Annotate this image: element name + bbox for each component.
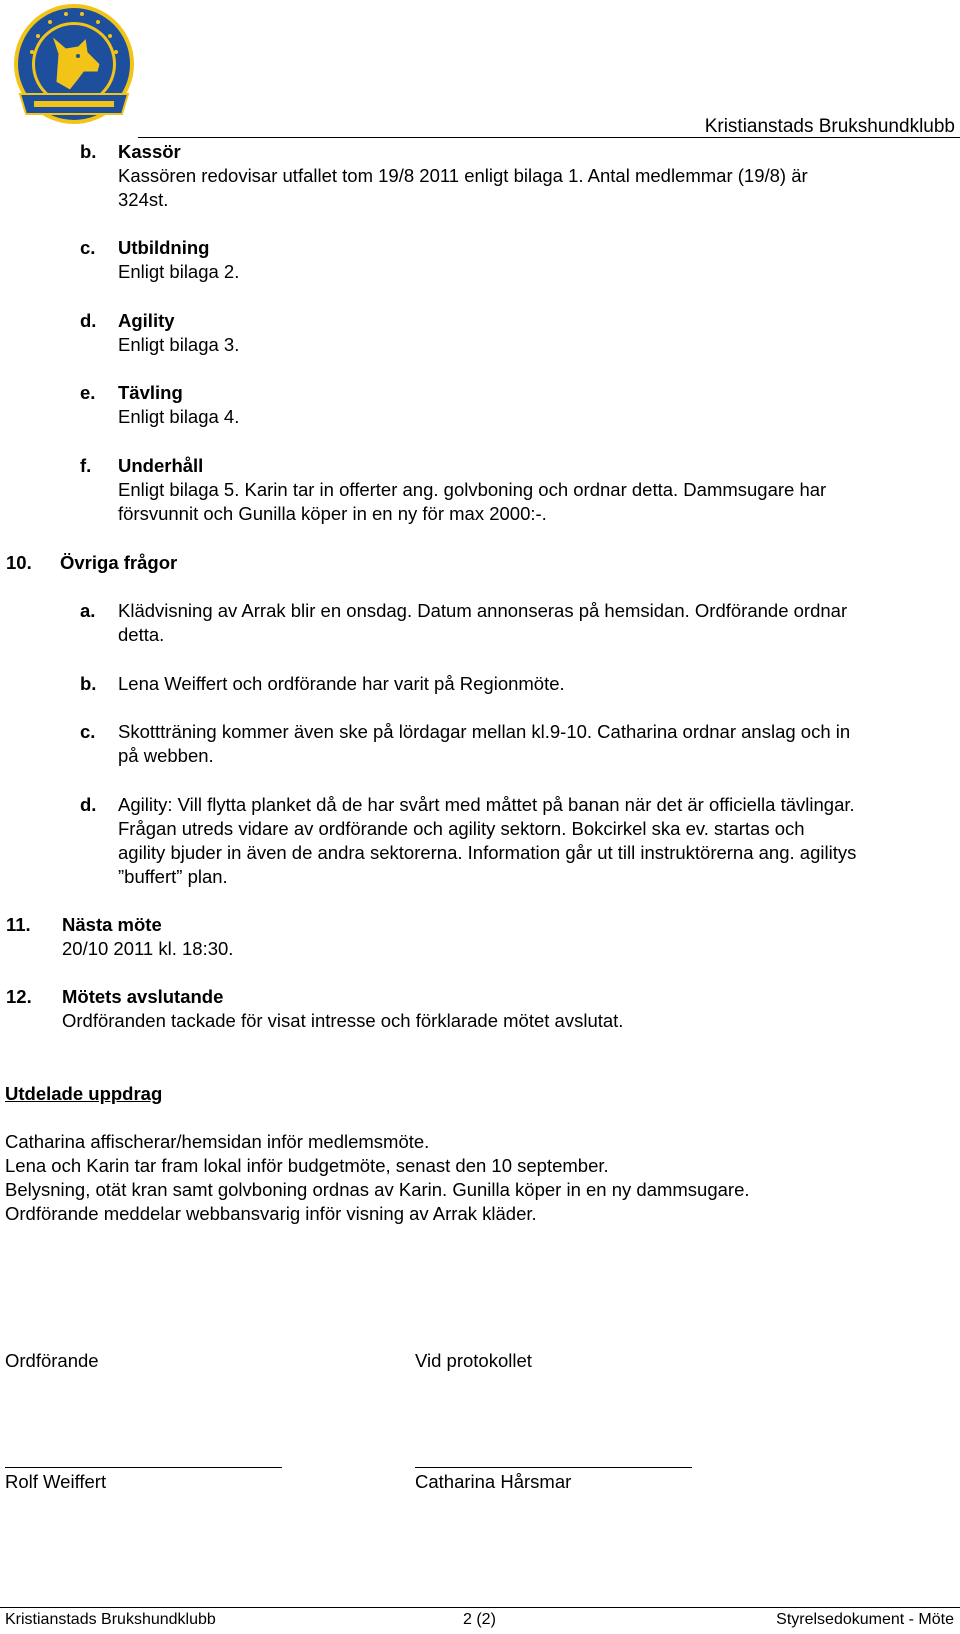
section-text: 20/10 2011 kl. 18:30. (62, 938, 234, 959)
item-line: Skottträning kommer även ske på lördagar mellan kl.9-10. Catharina ordnar anslag och in (118, 721, 851, 742)
footer-organization: Kristianstads Brukshundklubb (5, 1611, 216, 1628)
brukshund-dog-emblem-icon (12, 2, 136, 126)
section-number: 12. (6, 986, 32, 1007)
item-line: Enligt bilaga 2. (118, 261, 240, 282)
item-line: ”buffert” plan. (118, 866, 228, 887)
signature-line-right (415, 1467, 692, 1468)
item-letter: d. (80, 794, 97, 815)
footer-divider (0, 1607, 960, 1608)
header-divider (138, 137, 960, 138)
section-number: 10. (6, 552, 32, 573)
item-letter: d. (80, 310, 97, 331)
signature-name-left: Rolf Weiffert (5, 1471, 107, 1492)
item-line: Enligt bilaga 3. (118, 334, 240, 355)
section-title: Mötets avslutande (62, 986, 224, 1007)
item-line: Kassören redovisar utfallet tom 19/8 2011 enligt bilaga 1. Antal medlemmar (19/8) är (118, 165, 808, 186)
section-title: Nästa möte (62, 914, 162, 935)
header-organization-name: Kristianstads Brukshundklubb (704, 116, 955, 137)
footer-page-number: 2 (2) (463, 1611, 496, 1628)
item-title: Utbildning (118, 237, 210, 258)
assignment-line: Belysning, otät kran samt golvboning ordnas av Karin. Gunilla köper in en ny dammsugare. (5, 1179, 750, 1200)
item-line: 324st. (118, 189, 169, 210)
item-title: Kassör (118, 141, 181, 162)
item-letter: a. (80, 600, 96, 621)
section-number: 11. (6, 914, 31, 935)
item-line: Enligt bilaga 4. (118, 406, 240, 427)
assignment-line: Catharina affischerar/hemsidan inför medlemsmöte. (5, 1131, 430, 1152)
assignments-heading: Utdelade uppdrag (5, 1083, 163, 1104)
item-letter: f. (80, 455, 92, 476)
item-title: Agility (118, 310, 175, 331)
club-logo (12, 2, 136, 126)
signature-role-right: Vid protokollet (415, 1350, 532, 1371)
signature-name-right: Catharina Hårsmar (415, 1471, 572, 1492)
assignment-line: Ordförande meddelar webbansvarig inför visning av Arrak kläder. (5, 1203, 537, 1224)
item-line: agility bjuder in även de andra sektorerna. Information går ut till instruktörerna ang. agilitys (118, 842, 857, 863)
item-letter: b. (80, 673, 97, 694)
item-line: Klädvisning av Arrak blir en onsdag. Datum annonseras på hemsidan. Ordförande ordnar (118, 600, 848, 621)
signature-line-left (5, 1467, 282, 1468)
item-title: Underhåll (118, 455, 204, 476)
item-letter: c. (80, 237, 96, 258)
item-line: Enligt bilaga 5. Karin tar in offerter ang. golvboning och ordnar detta. Dammsugare har (118, 479, 827, 500)
item-line: på webben. (118, 745, 214, 766)
item-line: Agility: Vill flytta planket då de har svårt med måttet på banan när det är officiella tävlingar. (118, 794, 855, 815)
item-line: Frågan utreds vidare av ordförande och agility sektorn. Bokcirkel ska ev. startas och (118, 818, 805, 839)
item-line: detta. (118, 624, 165, 645)
item-letter: b. (80, 141, 97, 162)
signature-role-left: Ordförande (5, 1350, 99, 1371)
item-title: Tävling (118, 382, 183, 403)
footer-document-type: Styrelsedokument - Möte (776, 1611, 954, 1628)
item-letter: e. (80, 382, 96, 403)
item-line: försvunnit och Gunilla köper in en ny för max 2000:-. (118, 503, 547, 524)
section-title: Övriga frågor (60, 552, 178, 573)
item-line: Lena Weiffert och ordförande har varit på Regionmöte. (118, 673, 565, 694)
section-text: Ordföranden tackade för visat intresse och förklarade mötet avslutat. (62, 1010, 624, 1031)
assignment-line: Lena och Karin tar fram lokal inför budgetmöte, senast den 10 september. (5, 1155, 609, 1176)
item-letter: c. (80, 721, 96, 742)
